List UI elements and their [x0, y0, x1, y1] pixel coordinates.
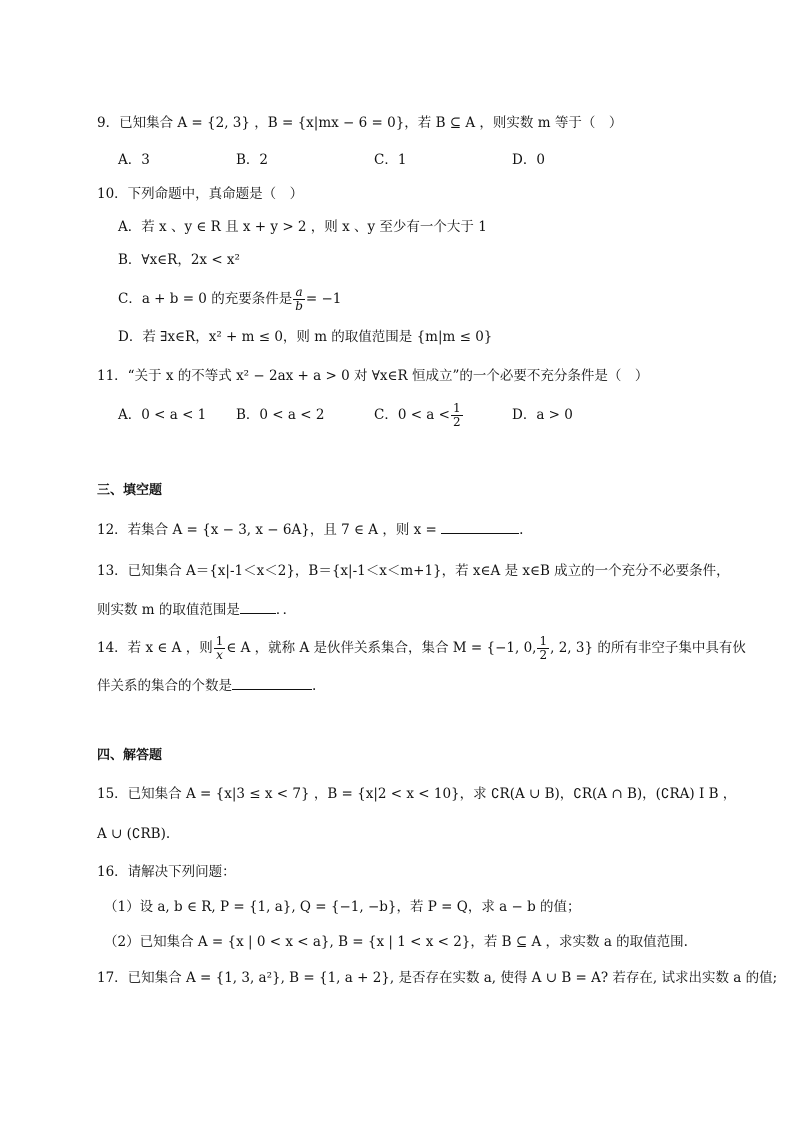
fraction-numerator: 1	[452, 401, 461, 415]
fraction-numerator: a	[293, 286, 305, 300]
q11-option-b: B．0 < a < 2	[236, 407, 325, 423]
q11-options	[118, 402, 573, 429]
q9-option-d: D．0	[512, 152, 545, 168]
q12	[97, 519, 523, 540]
q14-line-2-tail: .	[312, 678, 317, 694]
q11-stem: 11．“关于 x 的不等式 x² − 2ax + a > 0 对 ∀x∈R 恒成立”的一个必要不充分条件是（ ）	[97, 368, 649, 384]
q11-option-c-text: C．0 < a <	[374, 407, 450, 423]
q14-line-2	[97, 675, 316, 696]
q13-line-2-tail: ．．	[275, 602, 297, 618]
q10-option-c-fraction	[293, 286, 305, 313]
q13-answer-blank	[240, 599, 276, 614]
q15-line-1: 15．已知集合 A = {x|3 ≤ x < 7} ，B = {x|2 < x < 10}，求 ∁R(A ∪ B)，∁R(A ∩ B)，(∁RA) I B ，	[97, 786, 737, 802]
q10-option-a: A．若 x 、y ∈ R 且 x + y > 2 ，则 x 、y 至少有一个大于 1	[118, 219, 487, 235]
q16-stem: 16．请解决下列问题：	[97, 864, 236, 880]
q11-option-d: D．a > 0	[512, 407, 573, 423]
q14-text-a: 14．若 x ∈ A ，则	[97, 640, 213, 656]
q12-end: .	[519, 522, 524, 538]
q9-option-c: C．1	[374, 152, 407, 168]
q11-option-a: A．0 < a < 1	[118, 407, 207, 423]
q10-stem: 10．下列命题中，真命题是（ ）	[97, 186, 304, 202]
section-heading-solve: 四、解答题	[97, 748, 163, 763]
q11-option-c	[374, 402, 512, 429]
fraction-numerator: 1	[539, 634, 548, 648]
fraction-denominator: 2	[539, 648, 548, 662]
q16-part-1: （1）设 a, b ∈ R, P = {1, a}, Q = {−1, −b}，若 P = Q，求 a − b 的值；	[104, 899, 581, 915]
q12-stem: 12．若集合 A = {x − 3, x − 6A}，且 7 ∈ A ，则 x =	[97, 522, 437, 538]
fraction-numerator: 1	[215, 634, 224, 648]
q14-text-c: , 2, 3} 的所有非空子集中具有伙	[550, 640, 746, 656]
q15-line-2: A ∪ (∁RB).	[97, 826, 171, 842]
q9-option-b: B．2	[236, 152, 269, 168]
q10-option-c-text: C．a + b = 0 的充要条件是	[118, 291, 293, 307]
q11-option-c-fraction	[451, 402, 463, 429]
q14-fraction-1	[214, 635, 226, 662]
q14-text-b: ∈ A ，就称 A 是伙伴关系集合，集合 M = {−1, 0,	[226, 640, 537, 656]
q13-line-2	[97, 599, 296, 620]
q14-fraction-2	[537, 635, 549, 662]
fraction-denominator: x	[216, 648, 223, 662]
q13-line-1: 13．已知集合 A＝{x|-1＜x＜2}，B＝{x|-1＜x＜m+1}，若 x∈A 是 x∈B 成立的一个充分不必要条件，	[97, 563, 730, 579]
q9-options	[118, 150, 545, 170]
q16-part-2: （2）已知集合 A = {x | 0 < x < a}, B = {x | 1 < x < 2}，若 B ⊆ A ，求实数 a 的取值范围.	[104, 934, 688, 950]
fraction-denominator: 2	[452, 415, 461, 429]
q10-option-c-tail: = −1	[305, 291, 342, 307]
q10-option-b: B．∀x∈R，2x < x²	[118, 252, 240, 268]
section-heading-fill-in: 三、填空题	[97, 483, 163, 498]
q17-stem: 17．已知集合 A = {1, 3, a²}, B = {1, a + 2}, 是否存在实数 a, 使得 A ∪ B = A? 若存在, 试求出实数 a 的值;	[97, 970, 778, 986]
q14-line-1	[97, 635, 746, 662]
fraction-denominator: b	[295, 299, 303, 313]
q10-option-d: D．若 ∃x∈R，x² + m ≤ 0，则 m 的取值范围是 {m|m ≤ 0}	[118, 329, 493, 345]
q14-answer-blank	[232, 675, 312, 690]
q9-option-a: A．3	[118, 152, 150, 168]
q14-line-2-text: 伴关系的集合的个数是	[97, 678, 232, 694]
q10-option-c	[118, 286, 341, 313]
q9-stem: 9．已知集合 A = {2, 3} ，B = {x|mx − 6 = 0}，若 B ⊆ A ，则实数 m 等于（ ）	[97, 115, 623, 131]
q12-answer-blank	[441, 519, 519, 534]
q13-line-2-text: 则实数 m 的取值范围是	[97, 602, 240, 618]
